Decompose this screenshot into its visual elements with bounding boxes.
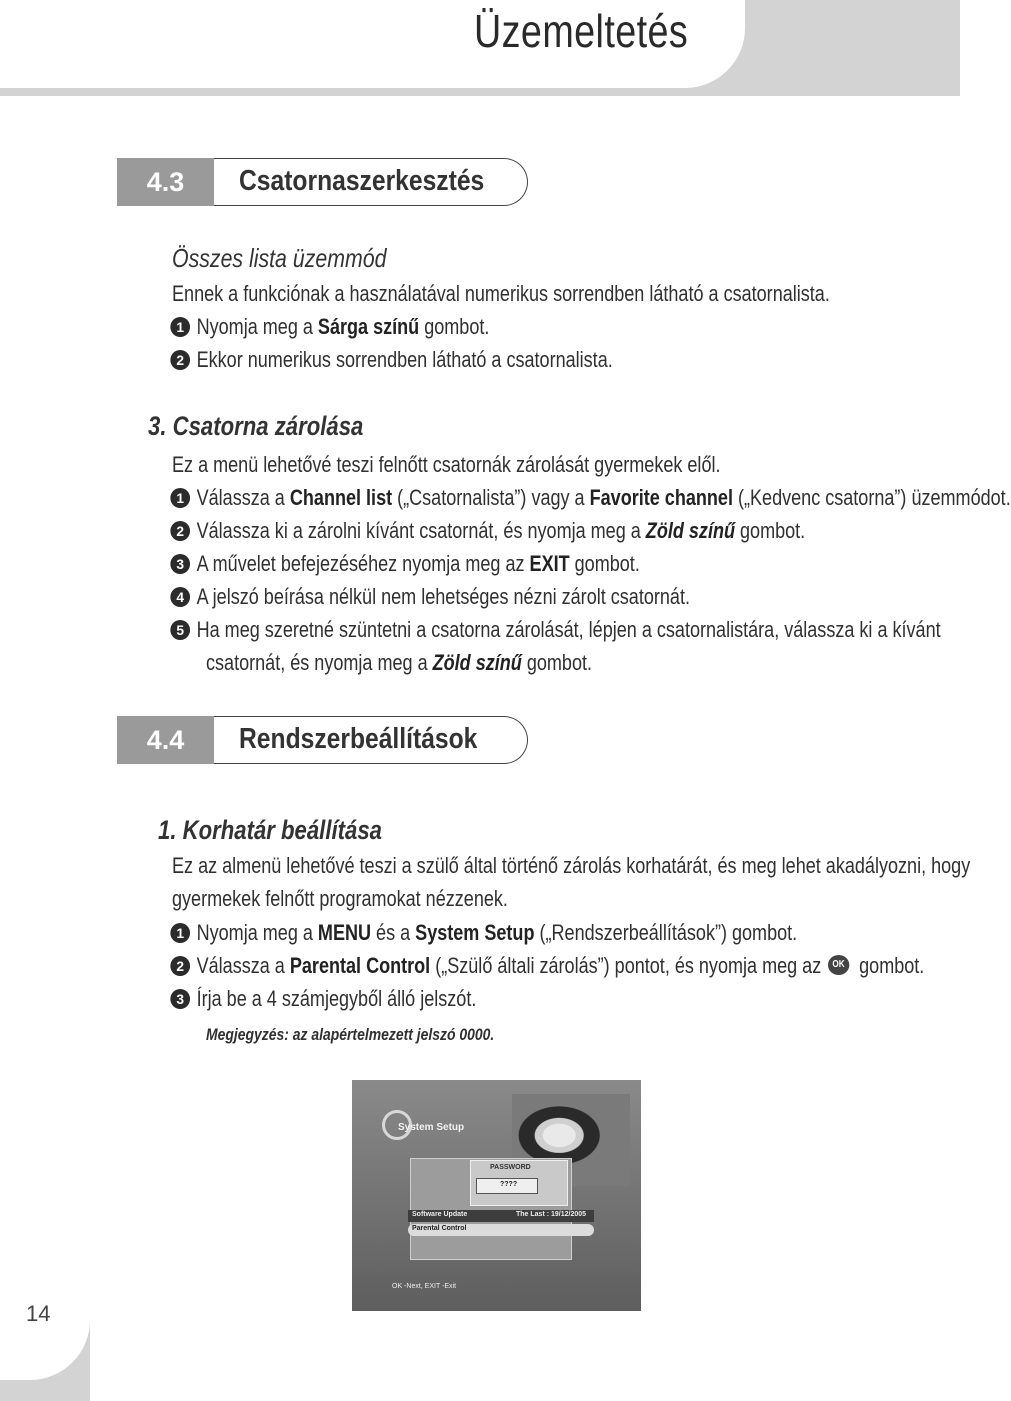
step-number-badge: 5 xyxy=(170,620,190,640)
ok-button-icon: OK xyxy=(828,955,849,975)
menu-row-value: The Last : 19/12/2005 xyxy=(516,1211,587,1218)
age-step-2: 2 Válassza a Parental Control („Szülő általi zárolás”) pontot, és nyomja meg az OK gombot. xyxy=(172,953,924,979)
section-number: 4.4 xyxy=(117,716,214,764)
age-step-3: 3 Írja be a 4 számjegyből álló jelszót. xyxy=(172,986,476,1012)
menu-row-label: Software Update xyxy=(412,1211,468,1218)
age-step-1: 1 Nyomja meg a MENU és a System Setup („Rendszerbeállítások”) gombot. xyxy=(172,920,797,946)
mode-step-1: 1 Nyomja meg a Sárga színű gombot. xyxy=(172,314,489,340)
page-title: Üzemeltetés xyxy=(473,5,688,57)
mode-step-2: 2 Ekkor numerikus sorrendben látható a csatornalista. xyxy=(172,347,613,373)
section-title: Csatornaszerkesztés xyxy=(239,165,485,197)
lock-step-5: 5 Ha meg szeretné szüntetni a csatorna zárolását, lépjen a csatornalistára, válassza ki a kívánt xyxy=(172,617,941,643)
step-number-badge: 1 xyxy=(170,317,190,337)
section-header-4-4 xyxy=(117,716,529,764)
note: Megjegyzés: az alapértelmezett jelszó 0000. xyxy=(206,1025,495,1044)
step-number-badge: 2 xyxy=(170,350,190,370)
section-number: 4.3 xyxy=(117,158,214,206)
menu-footer-hint: OK -Next, EXIT -Exit xyxy=(392,1283,457,1290)
section-title: Rendszerbeállítások xyxy=(239,723,478,755)
section-header-4-3 xyxy=(117,158,529,206)
age-description-2: gyermekek felnőtt programokat nézzenek. xyxy=(172,886,508,911)
step-number-badge: 4 xyxy=(170,587,190,607)
age-heading: 1. Korhatár beállítása xyxy=(158,815,382,845)
step-number-badge: 3 xyxy=(170,554,190,574)
mode-heading: Összes lista üzemmód xyxy=(172,243,387,273)
page-number: 14 xyxy=(26,1301,51,1326)
lock-step-3: 3 A művelet befejezéséhez nyomja meg az EXIT gombot. xyxy=(172,551,640,577)
step-number-badge: 1 xyxy=(170,923,190,943)
password-label: PASSWORD xyxy=(490,1164,531,1171)
lock-step-4: 4 A jelszó beírása nélkül nem lehetséges nézni zárolt csatornát. xyxy=(172,584,690,610)
menu-title: System Setup xyxy=(398,1122,465,1133)
tv-menu-screenshot xyxy=(352,1080,641,1311)
step-number-badge: 1 xyxy=(170,488,190,508)
step-number-badge: 2 xyxy=(170,521,190,541)
age-description-1: Ez az almenü lehetővé teszi a szülő által történő zárolás korhatárát, és meg lehet akadályozni, hogy xyxy=(172,853,971,878)
step-number-badge: 2 xyxy=(170,956,190,976)
menu-row-label: Parental Control xyxy=(412,1225,467,1232)
step-number-badge: 3 xyxy=(170,989,190,1009)
section-title-box xyxy=(214,158,528,206)
lock-heading: 3. Csatorna zárolása xyxy=(148,411,364,441)
section-title-box xyxy=(214,716,528,764)
password-value: ???? xyxy=(500,1181,518,1188)
lock-step-5-cont: csatornát, és nyomja meg a Zöld színű gombot. xyxy=(206,650,593,675)
lock-description: Ez a menü lehetővé teszi felnőtt csatornák zárolását gyermekek elől. xyxy=(172,452,721,477)
mode-description: Ennek a funkciónak a használatával numerikus sorrendben látható a csatornalista. xyxy=(172,281,830,306)
lock-step-1: 1 Válassza a Channel list („Csatornalista”) vagy a Favorite channel („Kedvenc csatorna”) üzemmódot. xyxy=(172,485,1011,511)
lock-step-2: 2 Válassza ki a zárolni kívánt csatornát, és nyomja meg a Zöld színű gombot. xyxy=(172,518,805,544)
